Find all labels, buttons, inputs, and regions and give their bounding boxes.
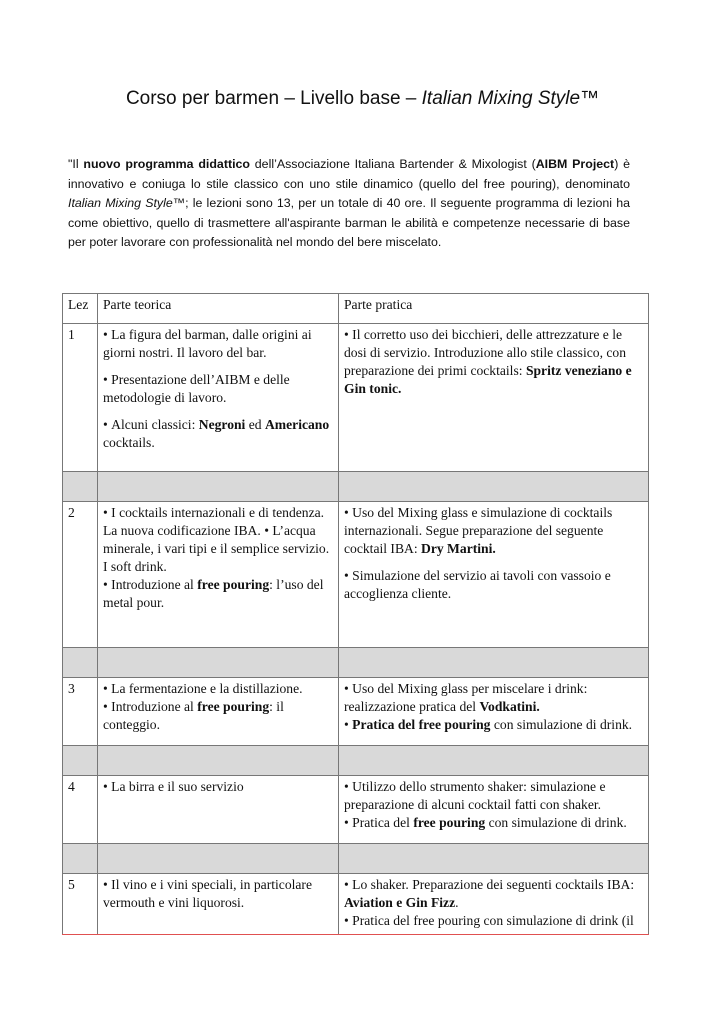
- theory-item: • Introduzione al free pouring: il conteggio.: [103, 698, 333, 734]
- theory-item: • Il vino e i vini speciali, in particolare vermouth e vini liquorosi.: [103, 876, 333, 912]
- theory-item: • Introduzione al free pouring: l’uso del metal pour.: [103, 576, 333, 612]
- theory-item: • Alcuni classici: Negroni ed Americano cocktails.: [103, 416, 333, 452]
- intro-text: ; le lezioni sono 13, per un totale di 40 ore. Il seguente programma di lezioni ha come obiettivo, quello di trasmettere all'aspirante barman le abilità e competenze necessarie di base per poter lavorare con professionalità nel mondo del bere miscelato.: [68, 196, 630, 250]
- intro-bold: nuovo programma didattico: [83, 157, 250, 171]
- practice-item: • Utilizzo dello strumento shaker: simulazione e preparazione di alcuni cocktail fatti con shaker.: [344, 778, 643, 814]
- theory-cell: [98, 874, 339, 935]
- lesson-number: 1: [63, 324, 98, 472]
- practice-item: • Uso del Mixing glass per miscelare i drink: realizzazione pratica del Vodkatini.: [344, 680, 643, 716]
- spacer-row: [63, 648, 649, 678]
- title-italic: Italian Mixing Style™: [421, 88, 600, 109]
- theory-cell: [98, 324, 339, 472]
- practice-cell: [339, 776, 649, 844]
- theory-item: • La birra e il suo servizio: [103, 778, 333, 796]
- lesson-table: [62, 293, 649, 935]
- intro-italic: Italian Mixing Style™: [68, 196, 186, 211]
- theory-item: • I cocktails internazionali e di tendenza. La nuova codificazione IBA. • L’acqua minerale, i vari tipi e il semplice servizio. I soft drink.: [103, 504, 333, 576]
- practice-cell: [339, 678, 649, 746]
- table-row: [63, 776, 649, 844]
- spacer-row: [63, 472, 649, 502]
- lesson-number: 4: [63, 776, 98, 844]
- title-main: Corso per barmen – Livello base –: [125, 88, 422, 109]
- lesson-number: 5: [63, 874, 98, 935]
- header-lez: Lez: [63, 294, 98, 324]
- practice-item: • Pratica del free pouring con simulazione di drink.: [344, 814, 643, 832]
- theory-item: • Presentazione dell’AIBM e delle metodologie di lavoro.: [103, 371, 333, 407]
- table-row: [63, 874, 649, 935]
- practice-item: • Il corretto uso dei bicchieri, delle attrezzature e le dosi di servizio. Introduzione allo stile classico, con preparazione dei primi cocktails: Spritz veneziano e Gin tonic.: [344, 326, 643, 398]
- header-pratica: Parte pratica: [339, 294, 649, 324]
- spacer-row: [63, 746, 649, 776]
- theory-cell: [98, 502, 339, 648]
- lesson-number: 3: [63, 678, 98, 746]
- header-teorica: Parte teorica: [98, 294, 339, 324]
- table-row: [63, 324, 649, 472]
- theory-item: • La figura del barman, dalle origini ai giorni nostri. Il lavoro del bar.: [103, 326, 333, 362]
- theory-item: • La fermentazione e la distillazione.: [103, 680, 333, 698]
- theory-cell: [98, 678, 339, 746]
- practice-cell: [339, 324, 649, 472]
- intro-bold: AIBM Project: [535, 157, 615, 171]
- practice-item: • Pratica del free pouring con simulazione di drink (il: [344, 912, 643, 930]
- practice-item: • Lo shaker. Preparazione dei seguenti cocktails IBA: Aviation e Gin Fizz.: [344, 876, 643, 912]
- table-row: [63, 502, 649, 648]
- lesson-number: 2: [63, 502, 98, 648]
- table-header-row: [63, 294, 649, 324]
- page-title: [0, 88, 725, 110]
- practice-item: • Simulazione del servizio ai tavoli con vassoio e accoglienza cliente.: [344, 567, 643, 603]
- intro-paragraph: [68, 155, 630, 253]
- practice-cell: [339, 502, 649, 648]
- practice-item: • Pratica del free pouring con simulazione di drink.: [344, 716, 643, 734]
- theory-cell: [98, 776, 339, 844]
- intro-text: dell’Associazione Italiana Bartender & Mixologist (: [249, 157, 536, 171]
- practice-item: • Uso del Mixing glass e simulazione di cocktails internazionali. Segue preparazione del seguente cocktail IBA: Dry Martini.: [344, 504, 643, 558]
- practice-cell: [339, 874, 649, 935]
- intro-text: "Il: [68, 157, 84, 171]
- spacer-row: [63, 844, 649, 874]
- table-row: [63, 678, 649, 746]
- intro-text: ) è innovativo e coniuga lo stile classico con uno stile dinamico (quello del free pouring), denominato: [68, 157, 631, 191]
